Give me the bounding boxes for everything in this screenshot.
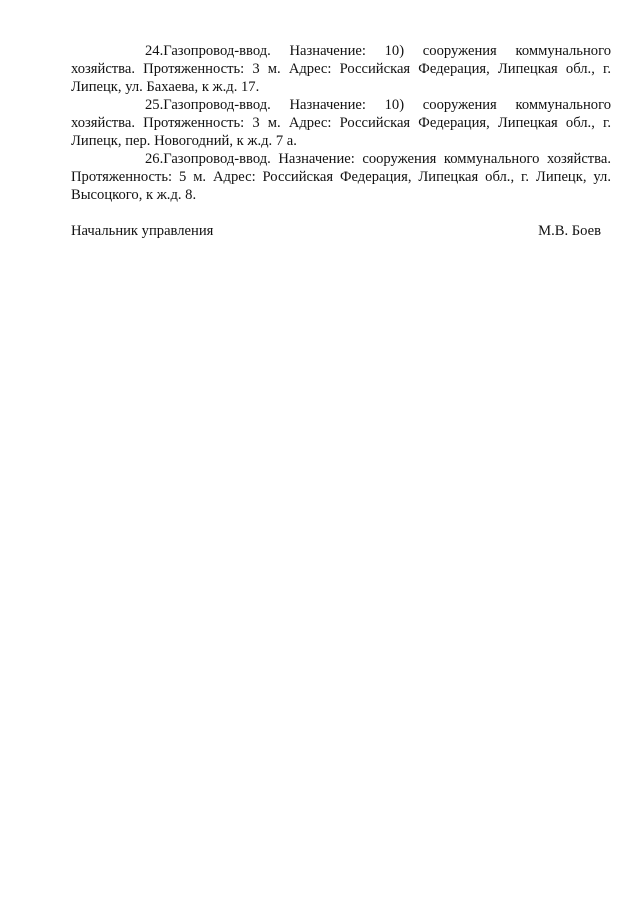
list-item <box>71 42 611 96</box>
item-text: Газопровод-ввод. Назначение: сооружения коммунального хозяйства. Протяженность: 5 м. Адрес: Российская Федерация, Липецкая обл., г. Липецк, ул. Высоцкого, к ж.д. 8. <box>71 151 611 203</box>
item-number: 25. <box>145 97 164 113</box>
item-text: Газопровод-ввод. Назначение: 10) сооружения коммунального хозяйства. Протяженность: 3 м. Адрес: Российская Федерация, Липецкая обл., г. Липецк, ул. Бахаева, к ж.д. 17. <box>71 43 611 95</box>
item-text: Газопровод-ввод. Назначение: 10) сооружения коммунального хозяйства. Протяженность: 3 м. Адрес: Российская Федерация, Липецкая обл., г. Липецк, пер. Новогодний, к ж.д. 7 а. <box>71 97 611 149</box>
signature-block <box>71 222 601 240</box>
signatory-position: Начальник управления <box>71 223 214 239</box>
property-list <box>71 42 611 204</box>
item-number: 24. <box>145 43 164 59</box>
signatory-name: М.В. Боев <box>538 223 601 239</box>
list-item <box>71 150 611 204</box>
list-item <box>71 96 611 150</box>
item-number: 26. <box>145 151 164 167</box>
